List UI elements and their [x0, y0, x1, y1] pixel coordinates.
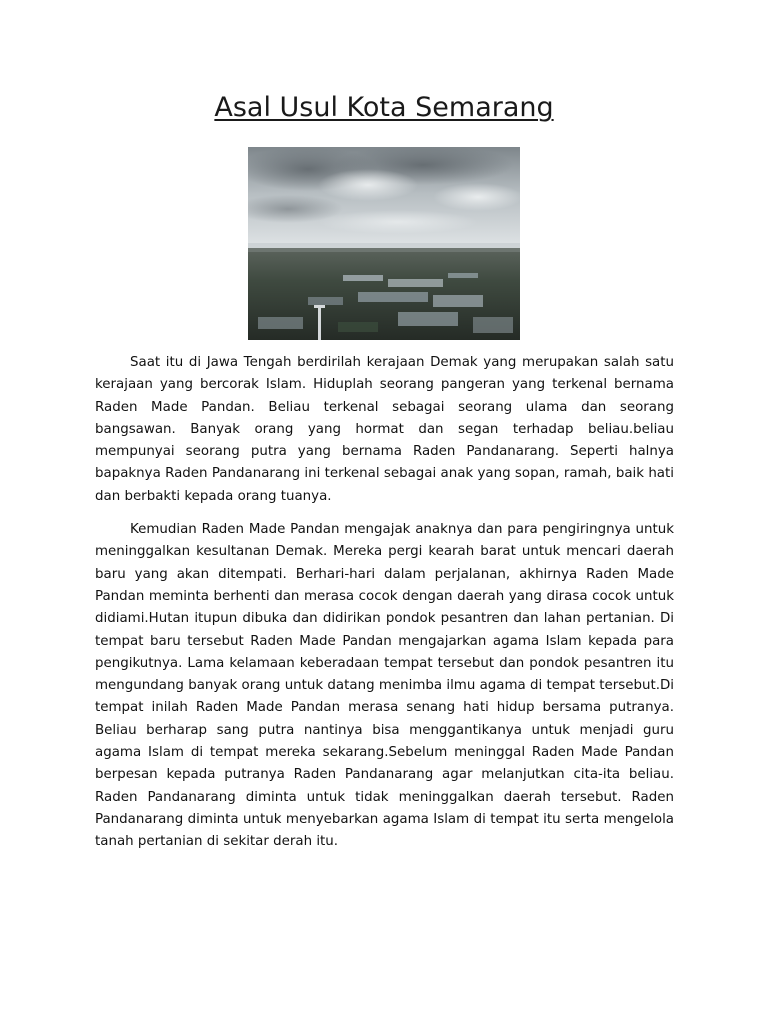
article-body [95, 352, 674, 865]
paragraph-2: Kemudian Raden Made Pandan mengajak anaknya dan para pengiringnya untuk meninggalkan kesultanan Demak. Mereka pergi kearah barat untuk mencari daerah baru yang akan ditempati. Berhari-hari dalam perjalanan, akhirnya Raden Made Pandan meminta berhenti dan merasa cocok dengan daerah yang dirasa cocok untuk didiami.Hutan itupun dibuka dan didirikan pondok pesantren dan lahan pertanian. Di tempat baru tersebut Raden Made Pandan mengajarkan agama Islam kepada para pengikutnya. Lama kelamaan keberadaan tempat tersebut dan pondok pesantren itu mengundang banyak orang untuk datang menimba ilmu agama di tempat tersebut.Di tempat inilah Raden Made Pandan merasa senang hati hidup bersama putranya. Beliau berharap sang putra nantinya bisa menggantikanya untuk menjadi guru agama Islam di tempat mereka sekarang.Sebelum meninggal Raden Made Pandan berpesan kepada putranya Raden Pandanarang agar melanjutkan cita-ita beliau. Raden Pandanarang diminta untuk tidak meninggalkan daerah tersebut. Raden Pandanarang diminta untuk menyebarkan agama Islam di tempat itu serta mengelola tanah pertanian di sekitar derah itu. [95, 522, 674, 850]
aerial-landscape-photo [248, 147, 520, 340]
paragraph-1: Saat itu di Jawa Tengah berdirilah kerajaan Demak yang merupakan salah satu kerajaan yang bercorak Islam. Hiduplah seorang pangeran yang terkenal bernama Raden Made Pandan. Beliau terkenal sebagai seorang ulama dan seorang bangsawan. Banyak orang yang hormat dan segan terhadap beliau.beliau mempunyai seorang putra yang bernama Raden Pandanarang. Seperti halnya bapaknya Raden Pandanarang ini terkenal sebagai anak yang sopan, ramah, baik hati dan berbakti kepada orang tuanya. [95, 355, 674, 504]
page-title: Asal Usul Kota Semarang [214, 92, 554, 123]
